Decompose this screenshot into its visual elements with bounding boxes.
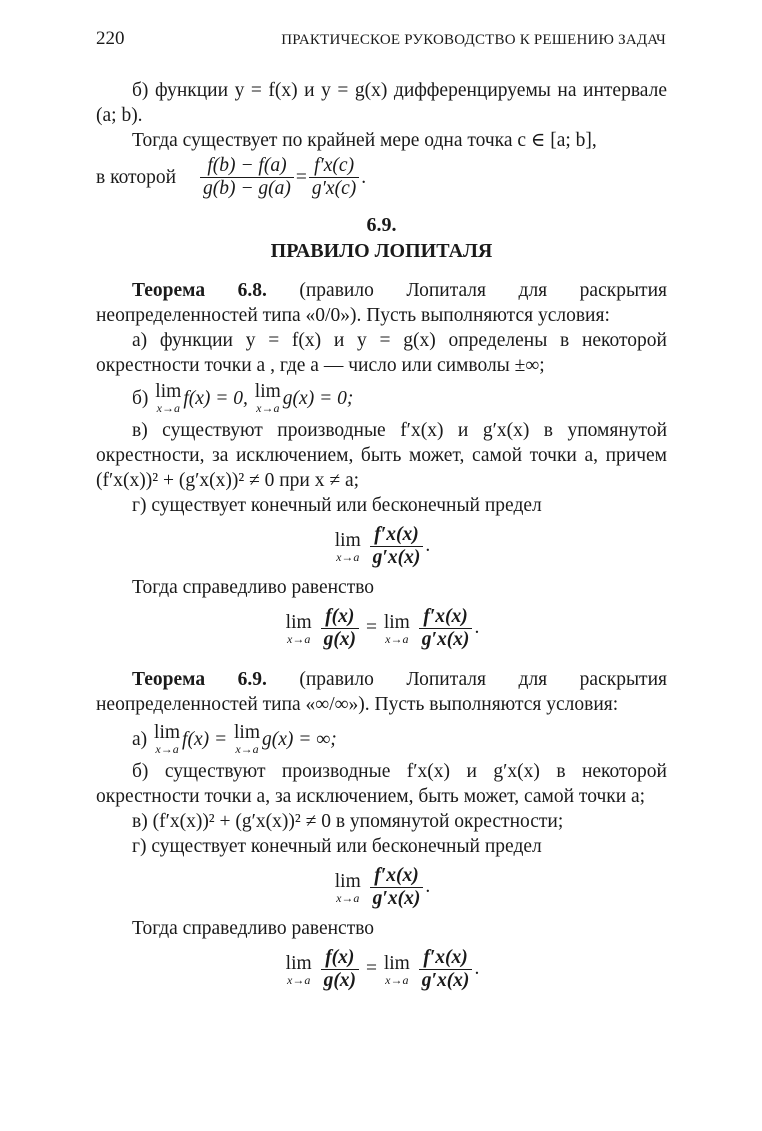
theorem-6-9: Теорема 6.9. (правило Лопиталя для раскрытия неопределенностей типа «∞/∞»). Пусть выполняются условия: — [96, 669, 667, 715]
theorem-6-8-condition-v: в) существуют производные f′x(x) и g′x(x) в упомянутой окрестности, за исключением, быть может, самой точки a, причем (f′x(x))² + (g′x(x))² ≠ 0 при x ≠ a; — [96, 420, 667, 491]
theorem-6-8-limit: lim x→a $\frac{f'x(x)}{g'x(x)}$ . — [334, 524, 431, 568]
theorem-6-9-condition-v: в) (f′x(x))² + (g′x(x))² ≠ 0 в упомянутой окрестности; — [132, 811, 564, 832]
theorem-6-9-label: Теорема 6.9. — [132, 669, 267, 690]
paragraph-condition-b: б) функции y = f(x) и y = g(x) дифференцируемы на интервале (a; b). — [96, 80, 667, 126]
section-number: 6.9. — [366, 214, 397, 236]
theorem-6-8-condition-b: б) lim x→a f(x) = 0, lim x→a g(x) = 0; — [132, 381, 354, 415]
theorem-6-8-label: Теорема 6.8. — [132, 280, 267, 301]
formula-lead: в которой — [96, 167, 177, 188]
page-header — [96, 28, 666, 56]
theorem-6-9-limit: lim x→a $\frac{f'x(x)}{g'x(x)}$ . — [334, 865, 431, 909]
theorem-6-8-condition-g: г) существует конечный или бесконечный предел — [132, 495, 542, 516]
theorem-6-9-equality: lim x→a $\frac{f(x)}{g(x)}$ = lim x→a $\frac{f'x(x)}{g'x(x)}$ . — [285, 947, 480, 991]
running-title: ПРАКТИЧЕСКОЕ РУКОВОДСТВО К РЕШЕНИЮ ЗАДАЧ — [281, 32, 666, 48]
theorem-6-8-equality: lim x→a $\frac{f(x)}{g(x)}$ = lim x→a $\frac{f'x(x)}{g'x(x)}$ . — [285, 606, 480, 650]
theorem-6-9-then: Тогда справедливо равенство — [132, 918, 375, 939]
theorem-6-8-then: Тогда справедливо равенство — [132, 577, 375, 598]
cauchy-fraction-left: $\frac{f(b) - f(a)}{g(b) - g(a)}$ — [200, 155, 294, 200]
theorem-6-9-condition-b: б) существуют производные f′x(x) и g′x(x) в некоторой окрестности точки a, за исключением, быть может, самой точки a; — [96, 761, 667, 807]
theorem-6-9-condition-g: г) существует конечный или бесконечный предел — [132, 836, 542, 857]
theorem-6-8: Теорема 6.8. (правило Лопиталя для раскрытия неопределенностей типа «0/0»). Пусть выполняются условия: — [96, 280, 667, 326]
cauchy-fraction-right: $\frac{f'x(c)}{g'x(c)}$ — [309, 155, 359, 200]
page-number: 220 — [96, 28, 125, 49]
cauchy-formula-line: в которой $\frac{f(b) - f(a)}{g(b) - g(a)}$ = $\frac{f'x(c)}{g'x(c)}$ . — [96, 155, 367, 199]
page-content — [96, 78, 667, 998]
theorem-6-8-condition-a: а) функции y = f(x) и y = g(x) определены в некоторой окрестности точки a , где a — число или символы ±∞; — [96, 330, 667, 376]
theorem-6-9-condition-a: а) lim x→a f(x) = lim x→a g(x) = ∞; — [132, 722, 337, 756]
section-title: ПРАВИЛО ЛОПИТАЛЯ — [270, 240, 493, 262]
paragraph-conclusion: Тогда существует по крайней мере одна точка c ∈ [a; b], — [132, 130, 597, 151]
